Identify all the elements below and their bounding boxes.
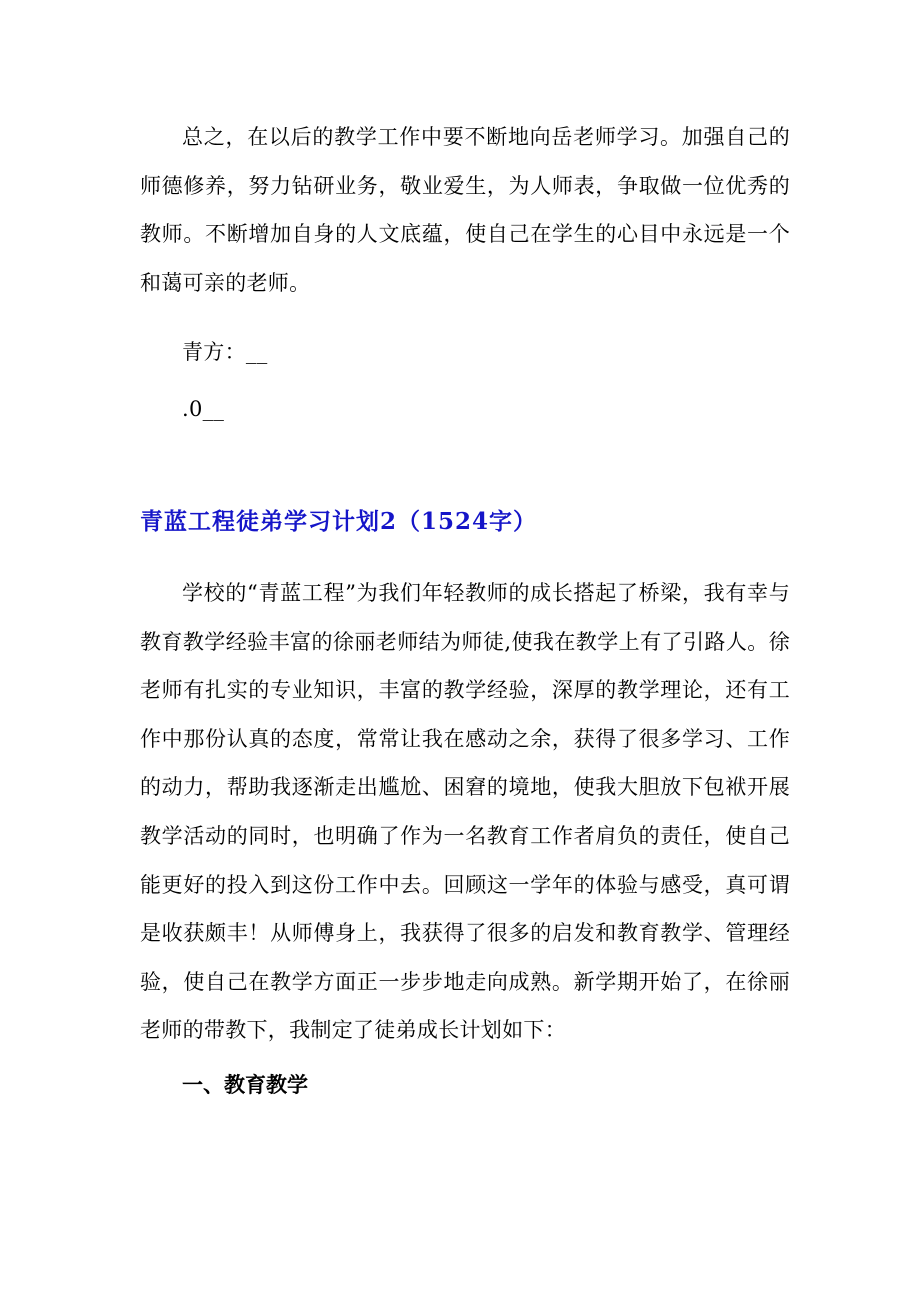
date-line: .0__: [182, 397, 225, 421]
section-heading: 青蓝工程徒弟学习计划2（1524字）: [140, 508, 538, 535]
subsection-heading: 一、教育教学: [182, 1072, 308, 1097]
paragraph-introduction: 学校的“青蓝工程”为我们年轻教师的成长搭起了桥梁，我有幸与教育教学经验丰富的徐丽老师结为师徒,使我在教学上有了引路人。徐老师有扎实的专业知识，丰富的教学经验，深厚的教学理论，还有工作中那份认真的态度，常常让我在感动之余，获得了很多学习、工作的动力，帮助我逐渐走出尴尬、困窘的境地，使我大胆放下包袱开展教学活动的同时，也明确了作为一名教育工作者肩负的责任，使自己能更好的投入到这份工作中去。回顾这一学年的体验与感受，真可谓是收获颇丰！从师傅身上，我获得了很多的启发和教育教学、管理经验，使自己在教学方面正一步步地走向成熟。新学期开始了，在徐丽老师的带教下，我制定了徒弟成长计划如下：: [140, 581, 790, 1043]
signature-line: 青方：__: [182, 340, 268, 364]
paragraph-conclusion: 总之，在以后的教学工作中要不断地向岳老师学习。加强自己的师德修养，努力钻研业务，敬业爱生，为人师表，争取做一位优秀的教师。不断增加自身的人文底蕴，使自己在学生的心目中永远是一个和蔼可亲的老师。: [140, 125, 790, 295]
